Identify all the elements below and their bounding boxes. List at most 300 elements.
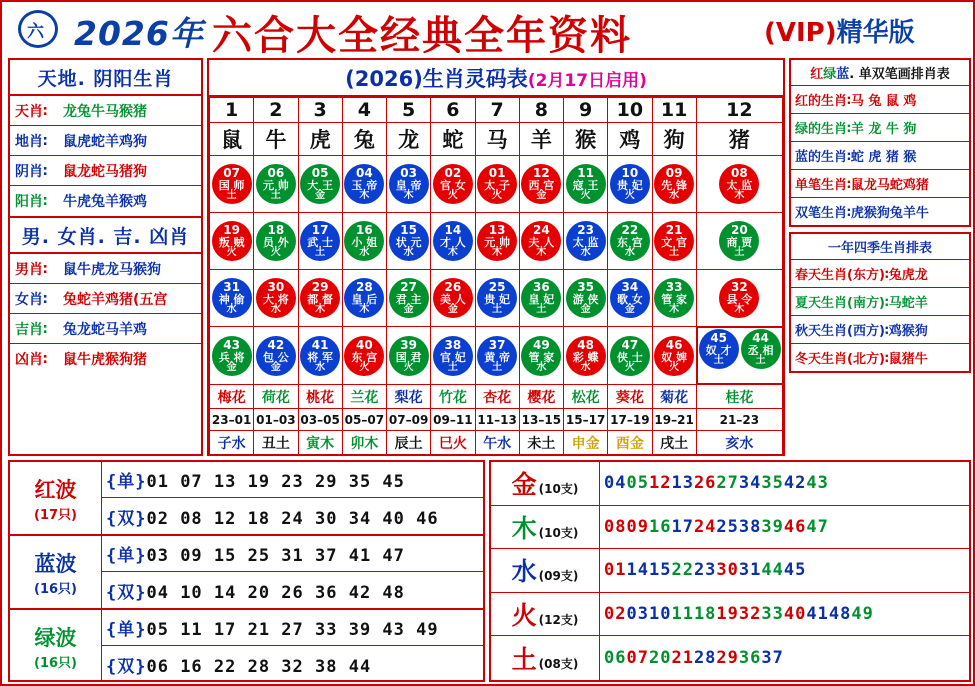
number-ball[interactable] [566, 278, 606, 318]
number-ball-cell[interactable] [652, 213, 696, 270]
number-ball[interactable] [389, 164, 429, 204]
gender-luck-row [10, 254, 201, 284]
wave-row [102, 462, 483, 498]
parity-tag: {双} [106, 656, 147, 677]
hour-range: 19–21 [652, 409, 696, 431]
number-ball[interactable] [610, 336, 650, 376]
number-ball-cell[interactable] [608, 270, 652, 327]
hour-range: 13–15 [519, 409, 563, 431]
zodiac-name: 马 [475, 123, 519, 156]
zodiac-table-title-main: (2026)生肖灵码表 [345, 67, 528, 91]
element-numbers [599, 636, 969, 680]
number-ball[interactable] [256, 336, 296, 376]
season-line: 秋天生肖(西方)∶鸡猴狗 [791, 316, 969, 344]
number-ball-cell[interactable] [608, 213, 652, 270]
ball-number: 39 [400, 337, 417, 352]
gender-luck-rows [10, 254, 201, 374]
page-title: 六合大全经典全年资料 [212, 13, 632, 59]
color-stroke-line: 单笔生肖∶鼠龙马蛇鸡猪 [791, 170, 969, 198]
yin-yang-value: 鼠虎蛇羊鸡狗 [63, 133, 147, 150]
flower-name: 兰花 [342, 385, 386, 409]
number-ball-cell[interactable] [431, 270, 475, 327]
hour-range: 21–23 [696, 409, 782, 431]
wave-row [102, 498, 483, 534]
stem-branch: 寅木 [298, 431, 342, 455]
stem-branch: 酉金 [608, 431, 652, 455]
number-ball[interactable] [566, 221, 606, 261]
ball-element: 水 [624, 247, 635, 258]
vip-badge [764, 12, 915, 49]
number-ball-row [210, 213, 783, 270]
column-number: 6 [431, 98, 475, 123]
ball-element: 金 [624, 304, 635, 315]
hour-range: 11–13 [475, 409, 519, 431]
number-ball[interactable] [610, 278, 650, 318]
ball-element: 土 [713, 355, 724, 366]
number-ball[interactable] [654, 221, 694, 261]
element-number: 27 [716, 473, 739, 494]
ball-number: 18 [267, 223, 285, 237]
wave-block [10, 462, 483, 536]
number-ball[interactable] [433, 221, 473, 261]
column-number: 9 [564, 98, 608, 123]
ball-title: 武 士 [307, 236, 334, 249]
ball-title: 将 军 [307, 350, 334, 364]
element-number: 31 [738, 560, 762, 581]
ball-number: 44 [752, 331, 769, 345]
ball-number: 21 [665, 223, 683, 237]
ball-element: 火 [624, 361, 635, 373]
element-row [491, 593, 969, 637]
number-ball-cell[interactable] [342, 213, 386, 270]
ball-number: 28 [356, 280, 373, 294]
number-ball[interactable] [344, 221, 384, 261]
flower-name: 樱花 [519, 385, 563, 409]
ball-title: 先 锋 [661, 179, 688, 192]
ball-element: 木 [536, 247, 547, 258]
zodiac-name: 鸡 [608, 123, 652, 156]
number-ball[interactable] [389, 221, 429, 261]
zodiac-name: 兔 [342, 123, 386, 156]
number-ball[interactable] [433, 336, 473, 376]
number-ball[interactable] [566, 164, 606, 204]
number-ball-cell[interactable] [431, 327, 475, 385]
hour-range: 15–17 [564, 409, 608, 431]
element-number: 05 [626, 473, 649, 494]
element-name: 土 (08支) [511, 644, 579, 674]
color-stroke-box [789, 58, 971, 227]
number-ball-cell[interactable] [564, 327, 608, 385]
number-ball-cell[interactable] [342, 156, 386, 213]
number-ball[interactable] [477, 164, 517, 204]
flower-name: 桃花 [298, 385, 342, 409]
element-count: (10支) [538, 482, 579, 497]
number-ball-cell[interactable] [696, 270, 782, 327]
ball-title: 玉 帝 [351, 179, 378, 192]
number-ball[interactable] [521, 164, 561, 204]
element-number: 46 [783, 516, 807, 537]
number-ball-cell[interactable] [697, 327, 783, 384]
element-number: 12 [648, 473, 672, 494]
ball-title: 奴 婢 [661, 350, 688, 364]
number-ball-cell[interactable] [210, 327, 254, 385]
zodiac-row [210, 123, 783, 156]
wave-numbers: 05 11 17 21 27 33 39 43 49 [146, 620, 439, 640]
wave-row [102, 610, 483, 646]
number-ball-cell[interactable] [210, 156, 254, 213]
ball-title: 官 女 [439, 179, 466, 192]
left-panel-title-2: 男. 女肖. 吉. 凶肖 [10, 216, 201, 254]
number-ball-cell[interactable] [519, 270, 563, 327]
ball-element: 水 [315, 361, 326, 373]
zodiac-table-title [209, 60, 783, 97]
number-ball-cell[interactable] [431, 156, 475, 213]
wave-row [102, 646, 483, 682]
ball-element: 水 [270, 304, 281, 315]
ball-element: 火 [403, 361, 414, 373]
ball-number: 42 [267, 337, 285, 352]
ball-title: 商 贾 [726, 236, 753, 249]
gender-luck-value: 鼠牛虎龙马猴狗 [63, 261, 161, 278]
yin-yang-label: 阴肖∶ [15, 163, 48, 180]
hour-range: 01–03 [254, 409, 298, 431]
number-ball-cell[interactable] [564, 213, 608, 270]
wave-name: 蓝波 [34, 551, 77, 576]
number-ball[interactable] [256, 221, 296, 261]
ball-number: 32 [731, 280, 748, 294]
ball-element: 水 [536, 361, 547, 373]
number-ball[interactable] [654, 278, 694, 318]
ball-number: 40 [356, 337, 373, 352]
number-ball[interactable] [521, 221, 561, 261]
ball-title: 黄 帝 [484, 350, 511, 364]
wave-block [10, 536, 483, 610]
wave-numbers: 04 10 14 20 26 36 42 48 [146, 582, 405, 603]
flower-name: 梨花 [387, 385, 431, 409]
element-number: 08 [604, 516, 627, 537]
element-name: 木 (10支) [511, 513, 579, 543]
element-count: (08支) [538, 656, 579, 671]
ball-number: 19 [223, 223, 240, 237]
number-ball-cell[interactable] [475, 327, 519, 385]
ball-title: 美 人 [439, 293, 466, 306]
number-ball-cell[interactable] [564, 270, 608, 327]
ball-element: 火 [624, 190, 635, 201]
number-ball-cell[interactable] [210, 213, 254, 270]
element-number: 44 [761, 560, 784, 581]
number-ball[interactable] [654, 336, 694, 376]
stem-branch: 申金 [564, 431, 608, 455]
number-ball[interactable] [741, 329, 781, 369]
flower-name: 松花 [564, 385, 608, 409]
number-ball[interactable] [610, 164, 650, 204]
ball-number: 37 [488, 337, 506, 352]
number-ball-cell[interactable] [519, 213, 563, 270]
yin-yang-row [10, 126, 201, 156]
element-number: 16 [648, 516, 672, 537]
number-ball[interactable] [433, 164, 473, 204]
ball-number: 35 [577, 280, 594, 294]
element-number: 43 [806, 473, 829, 494]
element-number: 17 [671, 516, 694, 537]
hour-range: 17–19 [608, 409, 652, 431]
number-ball[interactable] [477, 278, 517, 318]
ball-number: 30 [267, 280, 285, 294]
season-box [789, 232, 971, 373]
color-stroke-title-part: 蓝 [836, 67, 850, 82]
number-ball[interactable] [521, 336, 561, 376]
flower-name: 葵花 [608, 385, 652, 409]
number-ball[interactable] [300, 278, 340, 318]
element-count: (09支) [538, 569, 579, 584]
element-number: 11 [671, 603, 694, 624]
number-ball-cell[interactable] [254, 213, 298, 270]
number-ball[interactable] [212, 278, 252, 318]
number-ball-cell[interactable] [254, 156, 298, 213]
number-ball[interactable] [300, 221, 340, 261]
ball-title: 管 家 [528, 350, 555, 364]
flower-name: 竹花 [431, 385, 475, 409]
element-number: 39 [761, 516, 784, 537]
ball-number: 16 [356, 223, 373, 237]
element-number: 37 [761, 647, 784, 668]
wave-rows [102, 610, 483, 682]
zodiac-name: 虎 [298, 123, 342, 156]
yin-yang-row [10, 186, 201, 216]
number-ball-cell[interactable] [475, 270, 519, 327]
number-ball[interactable] [344, 164, 384, 204]
season-line: 冬天生肖(北方)∶鼠猪牛 [795, 352, 928, 367]
ball-number: 34 [621, 280, 639, 294]
number-ball-cell[interactable] [519, 156, 563, 213]
element-row [491, 506, 969, 550]
number-ball-cell[interactable] [342, 270, 386, 327]
number-ball[interactable] [344, 336, 384, 376]
ball-number: 24 [533, 223, 550, 237]
number-ball-cell[interactable] [387, 213, 431, 270]
gender-luck-value: 兔龙蛇马羊鸡 [63, 321, 147, 338]
color-stroke-title [791, 60, 969, 86]
color-stroke-lines [791, 86, 969, 225]
wave-row [102, 536, 483, 572]
color-stroke-line: 蓝的生肖∶蛇 虎 猪 猴 [791, 142, 969, 170]
color-stroke-title-part: . 单双笔画排肖表 [849, 67, 950, 82]
ball-title: 状 元 [395, 236, 422, 249]
element-numbers [599, 549, 969, 592]
wave-label [10, 462, 102, 534]
gender-luck-label: 吉肖∶ [15, 321, 48, 338]
number-ball-cell[interactable] [652, 156, 696, 213]
ball-element: 火 [580, 190, 591, 201]
ball-element: 金 [270, 361, 281, 373]
flower-name: 荷花 [254, 385, 298, 409]
ball-element: 土 [270, 190, 281, 201]
gender-luck-label: 女肖∶ [15, 291, 48, 308]
stem-branch: 戌土 [652, 431, 696, 455]
wave-count: (17只) [34, 507, 77, 523]
year-label: 2026年 [74, 14, 204, 53]
element-number: 22 [671, 560, 694, 581]
ball-element: 土 [492, 304, 503, 315]
element-number: 13 [671, 473, 694, 494]
ball-title: 国 师 [218, 179, 245, 192]
number-ball[interactable] [610, 221, 650, 261]
ball-element: 木 [403, 190, 414, 201]
element-number: 23 [693, 560, 717, 581]
number-ball-cell[interactable] [298, 213, 342, 270]
element-number: 42 [783, 473, 807, 494]
ball-element: 水 [359, 247, 370, 258]
ball-number: 38 [444, 337, 462, 352]
color-stroke-title-part: 绿 [823, 67, 837, 82]
ball-title: 才 人 [439, 236, 466, 249]
number-ball-cell[interactable] [210, 270, 254, 327]
ball-element: 火 [492, 190, 503, 201]
number-ball[interactable] [389, 278, 429, 318]
number-ball-cell[interactable] [298, 270, 342, 327]
ball-number: 49 [533, 337, 550, 352]
parity-tag: {单} [106, 546, 147, 566]
stem-branch: 辰土 [387, 431, 431, 455]
element-row [491, 549, 969, 593]
number-ball[interactable] [719, 278, 759, 318]
number-ball[interactable] [521, 278, 561, 318]
ball-element: 木 [315, 304, 326, 315]
number-ball[interactable] [699, 329, 739, 369]
number-ball-cell[interactable] [298, 327, 342, 385]
number-ball-cell[interactable] [254, 327, 298, 385]
ball-title: 丞 相 [747, 344, 774, 357]
element-number: 35 [761, 473, 784, 494]
number-ball-cell[interactable] [475, 156, 519, 213]
ball-number: 06 [267, 166, 285, 180]
number-ball-cell[interactable] [431, 213, 475, 270]
number-ball[interactable] [566, 336, 606, 376]
element-number: 20 [648, 647, 672, 668]
number-ball-cell[interactable] [564, 156, 608, 213]
column-number: 8 [519, 98, 563, 123]
ball-number: 25 [488, 280, 506, 294]
number-ball[interactable] [256, 164, 296, 204]
yin-yang-value: 鼠龙蛇马猪狗 [63, 163, 147, 180]
ball-number: 17 [311, 223, 329, 237]
number-ball-cell[interactable] [387, 270, 431, 327]
number-ball-cell[interactable] [254, 270, 298, 327]
element-number: 28 [693, 647, 717, 668]
element-name: 火 (12支) [511, 600, 579, 630]
number-ball[interactable] [300, 336, 340, 376]
number-ball-cell[interactable] [608, 327, 652, 385]
vip-prefix: (VIP) [764, 18, 837, 48]
hour-range: 05–07 [342, 409, 386, 431]
ball-number: 20 [731, 223, 748, 237]
ball-number: 07 [223, 166, 240, 180]
number-ball[interactable] [344, 278, 384, 318]
element-number: 36 [738, 647, 762, 668]
number-ball-cell[interactable] [696, 156, 782, 213]
ball-element: 水 [226, 304, 237, 315]
number-ball-cell[interactable] [696, 213, 782, 270]
number-ball[interactable] [212, 336, 252, 376]
ball-number: 26 [444, 280, 462, 294]
flower-name: 桂花 [696, 385, 782, 409]
number-ball[interactable] [389, 336, 429, 376]
column-number-row [210, 98, 783, 123]
hour-range: 03–05 [298, 409, 342, 431]
column-number: 3 [298, 98, 342, 123]
element-number: 19 [716, 603, 739, 624]
element-number: 41 [806, 603, 829, 624]
gender-luck-value: 兔蛇羊鸡猪(五宫 [63, 291, 168, 308]
number-ball-cell[interactable] [387, 327, 431, 385]
ball-element: 火 [669, 361, 680, 373]
number-ball-cell[interactable] [387, 156, 431, 213]
number-ball[interactable] [212, 221, 252, 261]
gender-luck-row [10, 314, 201, 344]
element-number: 03 [626, 603, 649, 624]
number-ball[interactable] [477, 221, 517, 261]
number-ball-cell[interactable] [652, 327, 696, 385]
element-number: 29 [716, 647, 739, 668]
right-panel [789, 58, 971, 456]
hour-range: 23–01 [210, 409, 254, 431]
number-ball[interactable] [719, 221, 759, 261]
number-ball[interactable] [433, 278, 473, 318]
number-ball-row [210, 270, 783, 327]
ball-element: 土 [669, 247, 680, 258]
flower-row [210, 385, 783, 409]
element-number: 34 [738, 473, 762, 494]
flower-name: 杏花 [475, 385, 519, 409]
ball-title: 皇 后 [351, 293, 378, 306]
flower-name: 菊花 [652, 385, 696, 409]
column-number: 10 [608, 98, 652, 123]
element-count: (10支) [538, 525, 579, 540]
ball-title: 贵 妃 [616, 179, 643, 192]
element-count: (12支) [538, 612, 579, 627]
number-ball-cell[interactable] [475, 213, 519, 270]
element-number: 06 [604, 647, 627, 668]
yin-yang-value: 牛虎兔羊猴鸡 [63, 194, 147, 210]
number-ball[interactable] [212, 164, 252, 204]
element-number: 32 [738, 603, 762, 624]
number-ball-cell[interactable] [652, 270, 696, 327]
zodiac-name: 鼠 [210, 123, 254, 156]
wave-block [10, 610, 483, 682]
ball-element: 土 [226, 190, 237, 201]
number-ball[interactable] [477, 336, 517, 376]
number-ball-cell[interactable] [608, 156, 652, 213]
logo-text: 六 [27, 22, 44, 42]
brand-logo-icon [16, 8, 68, 50]
ball-element: 水 [669, 190, 680, 201]
parity-tag: {双} [106, 582, 147, 603]
number-ball[interactable] [719, 164, 759, 204]
stem-branch: 亥水 [696, 431, 782, 455]
number-ball[interactable] [256, 278, 296, 318]
column-number: 4 [342, 98, 386, 123]
number-ball-cell[interactable] [519, 327, 563, 385]
left-panel-title: 天地. 阴阳生肖 [10, 60, 201, 96]
number-ball-cell[interactable] [298, 156, 342, 213]
ball-number: 13 [488, 223, 506, 237]
wave-count: (16只) [34, 655, 77, 671]
number-ball-cell[interactable] [342, 327, 386, 385]
number-ball[interactable] [300, 164, 340, 204]
element-number: 14 [626, 560, 649, 581]
ball-number: 22 [621, 223, 639, 237]
number-ball[interactable] [654, 164, 694, 204]
